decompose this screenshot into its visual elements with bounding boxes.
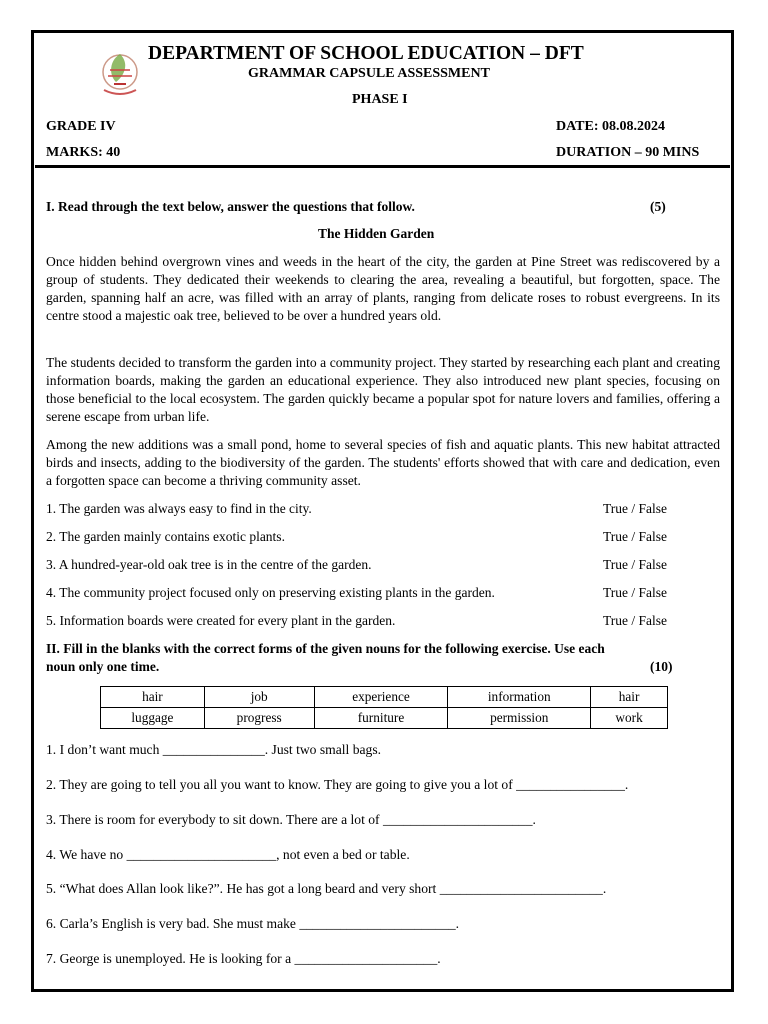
true-false-option: True / False bbox=[603, 613, 668, 628]
noun-cell: information bbox=[448, 687, 591, 708]
noun-cell: progress bbox=[204, 708, 314, 729]
noun-cell: luggage bbox=[101, 708, 205, 729]
section1-marks: (5) bbox=[650, 199, 666, 214]
noun-cell: permission bbox=[448, 708, 591, 729]
question-text: 3. A hundred-year-old oak tree is in the centre of the garden. bbox=[46, 557, 372, 572]
question-text: 4. The community project focused only on preserving existing plants in the garden. bbox=[46, 585, 495, 600]
passage-paragraph: Once hidden behind overgrown vines and weeds in the heart of the city, the garden at Pine Street was rediscovered by a group of students. They dedicated their weekends to clearing the area, revealing a beautiful, but forgotten, space. The garden, spanning half an acre, was filled with an array of plants, ranging from delicate roses to robust evergreens. In its centre stood a majestic oak tree, believed to be over a hundred years old. bbox=[46, 254, 720, 323]
grade-label: GRADE IV bbox=[46, 119, 116, 134]
passage-paragraph: Among the new additions was a small pond, home to several species of fish and aquatic plants. This new habitat attracted birds and insects, adding to the biodiversity of the garden. The students' efforts showed that with care and dedication, even a forgotten space can become a thriving community asset. bbox=[46, 437, 720, 488]
fill-blank-sentence: 3. There is room for everybody to sit down. There are a lot of ______________________. bbox=[46, 812, 536, 827]
date-label: DATE: 08.08.2024 bbox=[556, 119, 666, 134]
fill-blank-sentence: 4. We have no ______________________, not even a bed or table. bbox=[46, 847, 410, 862]
passage-title: The Hidden Garden bbox=[318, 226, 435, 241]
true-false-option: True / False bbox=[603, 585, 668, 600]
department-title: DEPARTMENT OF SCHOOL EDUCATION – DFT bbox=[148, 43, 584, 64]
duration-label: DURATION – 90 MINS bbox=[556, 145, 700, 160]
section2-marks: (10) bbox=[650, 659, 673, 674]
noun-cell: hair bbox=[591, 687, 668, 708]
noun-cell: furniture bbox=[314, 708, 448, 729]
fill-blank-sentence: 5. “What does Allan look like?”. He has got a long beard and very short ________________________. bbox=[46, 881, 607, 896]
marks-label: MARKS: 40 bbox=[46, 145, 121, 160]
section2-instruction-cont: noun only one time. bbox=[46, 659, 160, 674]
phase-title: PHASE I bbox=[352, 92, 408, 107]
true-false-option: True / False bbox=[603, 529, 668, 544]
true-false-option: True / False bbox=[603, 501, 668, 516]
question-text: 5. Information boards were created for every plant in the garden. bbox=[46, 613, 396, 628]
question-text: 1. The garden was always easy to find in the city. bbox=[46, 501, 312, 516]
noun-cell: experience bbox=[314, 687, 448, 708]
fill-blank-sentence: 1. I don’t want much _______________. Just two small bags. bbox=[46, 742, 382, 757]
fill-blank-sentence: 6. Carla’s English is very bad. She must make _______________________. bbox=[46, 916, 460, 931]
passage-paragraph: The students decided to transform the garden into a community project. They started by researching each plant and creating information boards, making the garden an educational experience. They also introduced new plant species, focusing on those beneficial to the local ecosystem. The garden quickly became a popular spot for nature lovers and families, offering a serene escape from urban life. bbox=[46, 355, 720, 424]
noun-cell: work bbox=[591, 708, 668, 729]
assessment-title: GRAMMAR CAPSULE ASSESSMENT bbox=[248, 66, 490, 81]
table-row bbox=[101, 687, 668, 708]
fill-blank-sentence: 2. They are going to tell you all you want to know. They are going to give you a lot of ________________. bbox=[46, 777, 629, 792]
noun-cell: job bbox=[204, 687, 314, 708]
noun-cell: hair bbox=[101, 687, 205, 708]
fill-blank-sentence: 7. George is unemployed. He is looking for a _____________________. bbox=[46, 951, 441, 966]
school-emblem-icon bbox=[96, 46, 144, 100]
section1-instruction: I. Read through the text below, answer the questions that follow. bbox=[46, 199, 415, 214]
table-row bbox=[101, 708, 668, 729]
nouns-table bbox=[100, 686, 668, 729]
true-false-option: True / False bbox=[603, 557, 668, 572]
question-text: 2. The garden mainly contains exotic plants. bbox=[46, 529, 285, 544]
section2-instruction: II. Fill in the blanks with the correct forms of the given nouns for the following exercise. Use each bbox=[46, 641, 605, 656]
